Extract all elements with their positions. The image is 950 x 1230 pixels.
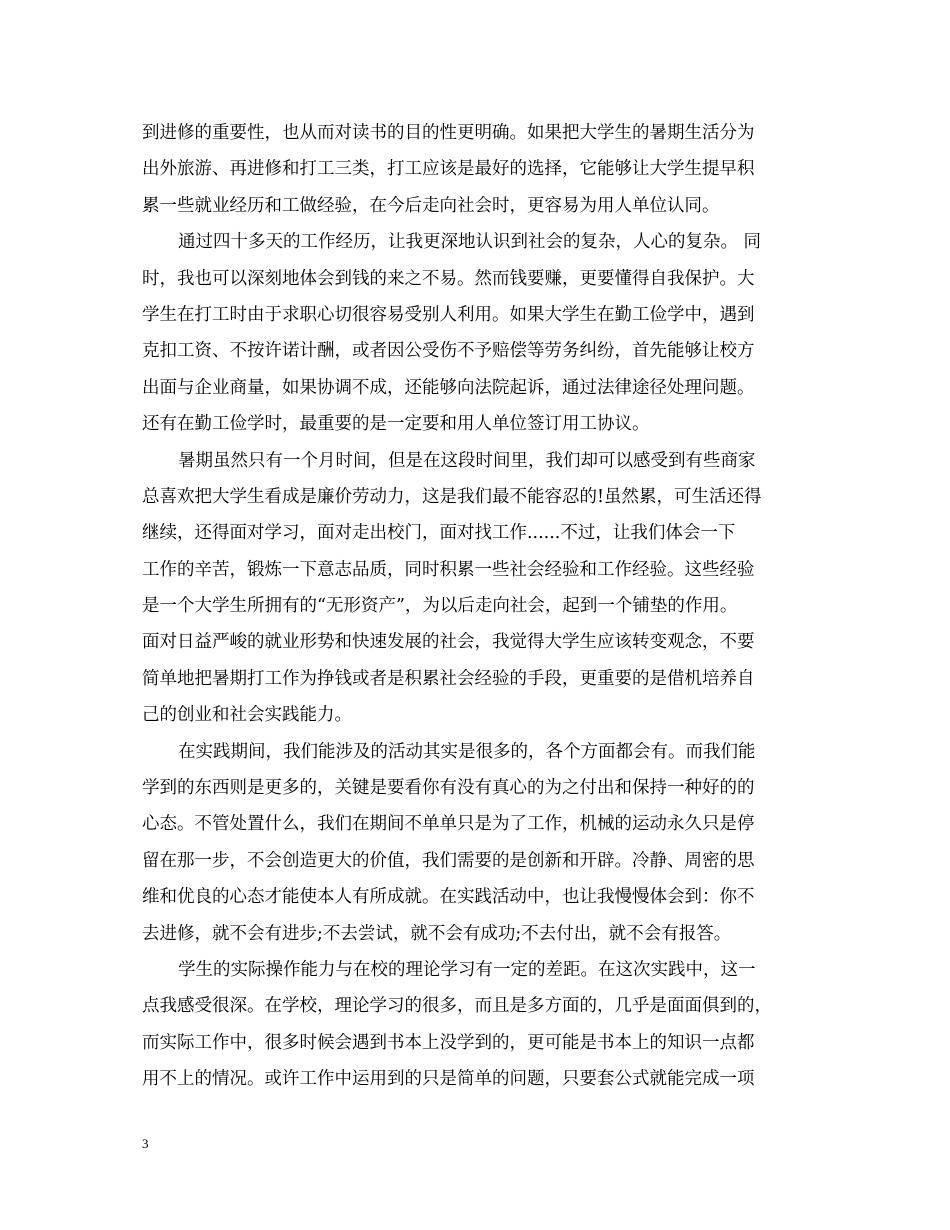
text-line: 用不上的情况。或许工作中运用到的只是简单的问题，只要套公式就能完成一项 <box>142 1069 755 1090</box>
text-line: 通过四十多天的工作经历，让我更深地认识到社会的复杂，人心的复杂。 同 <box>178 232 762 253</box>
text-line: 出面与企业商量，如果协调不成，还能够向法院起诉，通过法律途径处理问题。 <box>142 377 755 398</box>
body-text <box>142 115 812 1098</box>
paragraph <box>142 952 812 1098</box>
text-line: 克扣工资、不按许诺计酬，或者因公受伤不予赔偿等劳务纠纷，首先能够让校方 <box>142 341 755 362</box>
text-line: 维和优良的心态才能使本人有所成就。在实践活动中，也让我慢慢体会到：你不 <box>142 887 755 908</box>
text-line: 己的创业和社会实践能力。 <box>142 705 352 726</box>
page-number: 3 <box>142 1136 149 1151</box>
paragraph <box>142 224 812 442</box>
text-line: 时，我也可以深刻地体会到钱的来之不易。然而钱要赚，更要懂得自我保护。大 <box>142 268 755 289</box>
text-line: 暑期虽然只有一个月时间，但是在这段时间里，我们却可以感受到有些商家 <box>178 450 756 471</box>
text-line: 是一个大学生所拥有的“无形资产”，为以后走向社会，起到一个铺垫的作用。 <box>142 596 738 617</box>
text-line: 学生的实际操作能力与在校的理论学习有一定的差距。在这次实践中，这一 <box>178 959 756 980</box>
text-line: 累一些就业经历和工做经验，在今后走向社会时，更容易为用人单位认同。 <box>142 195 720 216</box>
text-line: 点我感受很深。在学校，理论学习的很多，而且是多方面的，几乎是面面俱到的， <box>142 996 772 1017</box>
text-line: 面对日益严峻的就业形势和快速发展的社会，我觉得大学生应该转变观念，不要 <box>142 632 755 653</box>
text-line: 学到的东西则是更多的，关键是要看你有没有真心的为之付出和保持一种好的的 <box>142 778 755 799</box>
text-line: 心态。不管处置什么，我们在期间不单单只是为了工作，机械的运动永久只是停 <box>142 814 755 835</box>
text-line: 而实际工作中，很多时候会遇到书本上没学到的，更可能是书本上的知识一点都 <box>142 1032 755 1053</box>
paragraph <box>142 734 812 952</box>
paragraph <box>142 443 812 734</box>
text-line: 继续，还得面对学习，面对走出校门，面对找工作......不过，让我们体会一下 <box>142 523 736 544</box>
text-line: 到进修的重要性，也从而对读书的目的性更明确。如果把大学生的暑期生活分为 <box>142 123 755 143</box>
text-line: 留在那一步，不会创造更大的价值，我们需要的是创新和开辟。冷静、周密的思 <box>142 850 755 871</box>
text-line: 工作的辛苦，锻炼一下意志品质，同时积累一些社会经验和工作经验。这些经验 <box>142 559 755 580</box>
text-line: 还有在勤工俭学时，最重要的是一定要和用人单位签订用工协议。 <box>142 414 650 435</box>
text-line: 简单地把暑期打工作为挣钱或者是积累社会经验的手段，更重要的是借机培养自 <box>142 668 755 689</box>
paragraph <box>142 115 812 224</box>
text-line: 去进修，就不会有进步;不去尝试，就不会有成功;不去付出，就不会有报答。 <box>142 923 732 944</box>
text-line: 学生在打工时由于求职心切很容易受别人利用。如果大学生在勤工俭学中，遇到 <box>142 304 755 325</box>
text-line: 出外旅游、再进修和打工三类，打工应该是最好的选择，它能够让大学生提早积 <box>142 159 755 180</box>
text-line: 在实践期间，我们能涉及的活动其实是很多的，各个方面都会有。而我们能 <box>178 741 756 762</box>
text-line: 总喜欢把大学生看成是廉价劳动力，这是我们最不能容忍的!虽然累，可生活还得 <box>142 486 762 507</box>
